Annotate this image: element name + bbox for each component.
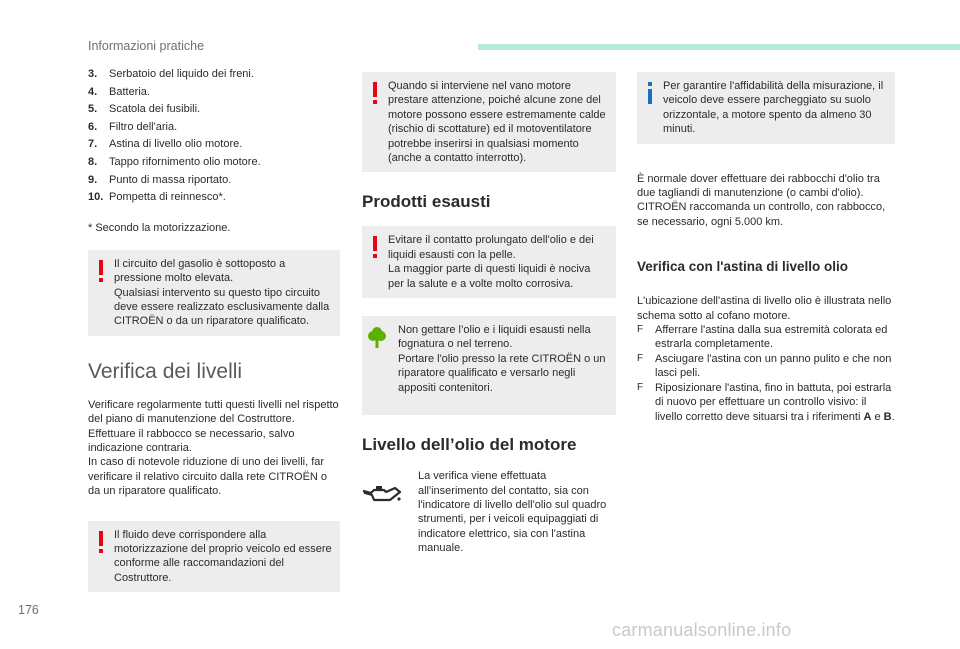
header-accent-bar [478, 44, 960, 50]
warning-text: Il circuito del gasolio è sottoposto a pressione molto elevata. [114, 257, 286, 285]
column-1 [88, 66, 340, 592]
paragraph: L'ubicazione dell'astina di livello olio è illustrata nello schema sotto al cofano motore. [637, 295, 892, 322]
warning-text: Qualsiasi intervento su questo tipo circuito deve essere realizzato esclusivamente dalla CITROËN o da un riparatore qualificato. [114, 286, 330, 328]
oil-level-description [362, 469, 616, 555]
paragraph: In caso di notevole riduzione di uno dei livelli, far verificare il relativo circuito dalla rete CITROËN o da un riparatore qualificato. [88, 456, 328, 498]
warning-text: Evitare il contatto prolungato dell'olio e dei liquidi esausti con la pelle. [388, 234, 594, 261]
info-icon [645, 82, 655, 104]
reference-a: A [863, 410, 872, 423]
watermark: carmanualsonline.info [612, 620, 792, 640]
info-box-measurement [637, 72, 895, 144]
warning-text: Quando si interviene nel vano motore prestare attenzione, poiché alcune zone del motore possono essere estremamente calde (rischio di scottature) ed il motoventilatore potrebbe inserirsi in qualsiasi momento (anche a contatto interrotto). [388, 80, 606, 165]
warning-box-used-liquids [362, 226, 616, 298]
warning-box-engine [362, 72, 616, 172]
tree-icon [368, 326, 386, 348]
eco-box-disposal [362, 316, 616, 415]
reference-b: B [883, 410, 892, 423]
oil-can-icon [362, 483, 402, 507]
section-title-oil-level: Livello dell’olio del motore [362, 435, 577, 455]
paragraph: La verifica viene effettuata all'inserimento del contatto, sia con l'indicatore di livello dell'olio sul quadro strumenti, per i veicoli equipaggiati di indicatore elettrico, sia con l'astina manuale. [418, 470, 607, 555]
list-item: F Asciugare l'astina con un panno pulito e che non lasci peli. [637, 352, 895, 381]
list-item: F Afferrare l'astina dalla sua estremità colorata ed estrarla completamente. [637, 323, 895, 352]
list-item: 5. Scatola dei fusibili. [88, 103, 201, 116]
paragraph: Verificare regolarmente tutti questi livelli nel rispetto del piano di manutenzione del Costruttore. Effettuare il rabbocco se necessario, salvo indicazione contraria. [88, 398, 339, 454]
page-number: 176 [18, 603, 39, 617]
warning-text: La maggior parte di questi liquidi è nociva per la salute e a volte molto corrosiva. [388, 263, 591, 290]
warning-text: Il fluido deve corrispondere alla motorizzazione del proprio veicolo ed essere conforme alle raccomandazioni del Costruttore. [114, 528, 332, 584]
warning-box-fluid [88, 521, 340, 593]
section-title-dipstick: Verifica con l'astina di livello olio [637, 259, 849, 275]
eco-text: Non gettare l’olio e i liquidi esausti nella fognatura o nel terreno. [398, 324, 591, 351]
list-item: 7. Astina di livello olio motore. [88, 138, 243, 151]
warning-icon [370, 82, 380, 104]
column-3 [637, 72, 895, 424]
engine-parts-list [88, 66, 340, 207]
section-title-levels: Verifica dei livelli [88, 359, 243, 383]
list-item: 6. Filtro dell'aria. [88, 120, 178, 133]
warning-box-diesel [88, 250, 340, 336]
dipstick-steps [637, 323, 895, 424]
warning-icon [96, 260, 106, 282]
section-header-label: Informazioni pratiche [88, 39, 205, 53]
list-item: 9. Punto di massa riportato. [88, 173, 232, 186]
column-2 [362, 72, 616, 556]
list-item: 10. Pompetta di reinnesco*. [88, 191, 226, 204]
section-title-used-products: Prodotti esausti [362, 192, 491, 212]
list-item: F Riposizionare l'astina, fino in battuta, poi estrarla di nuovo per effettuare un controllo visivo: il livello corretto deve situarsi tra i riferimenti A e B. [637, 381, 895, 424]
footnote: * Secondo la motorizzazione. [88, 221, 231, 234]
list-item: 3. Serbatoio del liquido dei freni. [88, 68, 254, 80]
warning-icon [370, 236, 380, 258]
list-item: 8. Tappo rifornimento olio motore. [88, 155, 261, 168]
list-item: 4. Batteria. [88, 85, 150, 98]
eco-text: Portare l'olio presso la rete CITROËN o un riparatore qualificato e versarlo negli appositi contenitori. [398, 352, 606, 394]
warning-icon [96, 531, 106, 553]
paragraph: È normale dover effettuare dei rabbocchi d'olio tra due tagliandi di manutenzione (o cambi d'olio). CITROËN raccomanda un controllo, con rabbocco, se necessario, ogni 5.000 km. [637, 172, 886, 228]
info-text: Per garantire l'affidabilità della misurazione, il veicolo deve essere parcheggiato su suolo orizzontale, a motore spento da almeno 30 minuti. [663, 80, 884, 136]
